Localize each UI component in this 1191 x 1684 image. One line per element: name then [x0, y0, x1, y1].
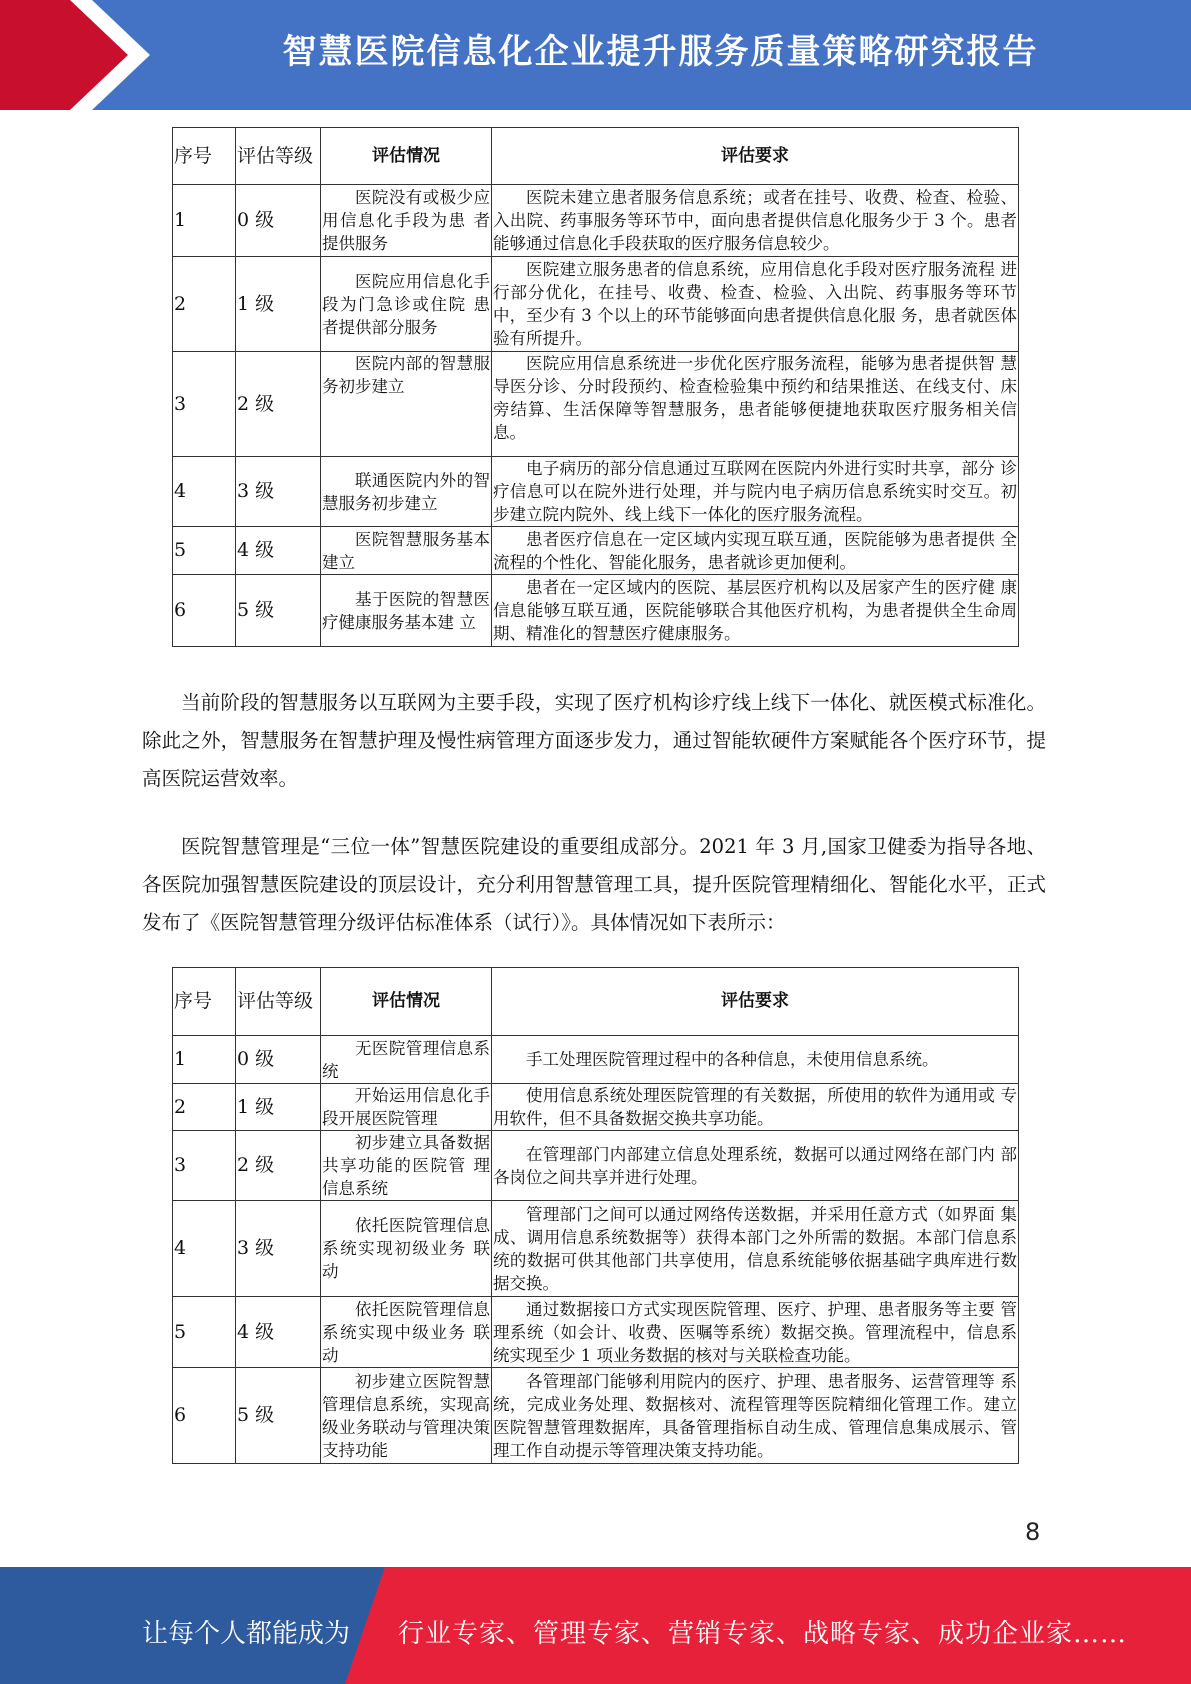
col-header-no: 序号 — [173, 128, 236, 185]
row-no: 3 — [173, 1131, 236, 1201]
row-status: 联通医院内外的智 慧服务初步建立 — [321, 457, 492, 527]
row-requirement: 通过数据接口方式实现医院管理、医疗、护理、患者服务等主要 管理系统（如会计、收费、医嘱等系统）数据交换。管理流程中，信息系统实现至少 1 项业务数据的核对与关联检查功能。 — [492, 1297, 1019, 1368]
table-row — [173, 457, 1019, 527]
row-no: 6 — [173, 1368, 236, 1464]
row-level: 5 级 — [236, 575, 321, 647]
row-level: 1 级 — [236, 257, 321, 352]
smart-service-grade-table — [172, 127, 1019, 647]
row-status: 依托医院管理信息 系统实现初级业务 联动 — [321, 1201, 492, 1297]
row-requirement: 医院建立服务患者的信息系统，应用信息化手段对医疗服务流程 进行部分优化，在挂号、收费、检查、检验、入出院、药事服务等环节中，至少有 3 个以上的环节能够面向患者提供信息化服 务，患者就医体验有所提升。 — [492, 257, 1019, 352]
table-row — [173, 185, 1019, 257]
col-header-status: 评估情况 — [321, 968, 492, 1036]
page-header — [0, 0, 1191, 110]
footer-slogan-right: 行业专家、管理专家、营销专家、战略专家、成功企业家…… — [398, 1619, 1128, 1649]
row-no: 5 — [173, 1297, 236, 1368]
row-no: 3 — [173, 352, 236, 457]
page-number: 8 — [1025, 1518, 1041, 1546]
col-header-level: 评估等级 — [236, 968, 321, 1036]
row-no: 2 — [173, 257, 236, 352]
row-no: 5 — [173, 527, 236, 575]
table-row — [173, 1036, 1019, 1084]
table-row — [173, 352, 1019, 457]
body-paragraph-2: 医院智慧管理是“三位一体”智慧医院建设的重要组成部分。2021 年 3 月,国家卫健委为指导各地、各医院加强智慧医院建设的顶层设计，充分利用智慧管理工具，提升医院管理精细化、智能化水平，正式发布了《医院智慧管理分级评估标准体系（试行）》。具体情况如下表所示： — [142, 835, 1046, 934]
row-no: 1 — [173, 1036, 236, 1084]
row-level: 0 级 — [236, 1036, 321, 1084]
row-requirement: 患者医疗信息在一定区域内实现互联互通，医院能够为患者提供 全流程的个性化、智能化服务，患者就诊更加便利。 — [492, 527, 1019, 575]
row-no: 2 — [173, 1084, 236, 1131]
row-level: 3 级 — [236, 1201, 321, 1297]
table-header-row — [173, 128, 1019, 185]
row-level: 4 级 — [236, 527, 321, 575]
row-status: 医院应用信息化手 段为门急诊或住院 患者提供部分服务 — [321, 257, 492, 352]
row-status: 医院没有或极少应 用信息化手段为患 者提供服务 — [321, 185, 492, 257]
row-requirement: 患者在一定区域内的医院、基层医疗机构以及居家产生的医疗健 康信息能够互联互通，医院能够联合其他医疗机构，为患者提供全生命周期、精准化的智慧医疗健康服务。 — [492, 575, 1019, 647]
row-requirement: 医院未建立患者服务信息系统；或者在挂号、收费、检查、检验、入出院、药事服务等环节中，面向患者提供信息化服务少于 3 个。患者能够通过信息化手段获取的医疗服务信息较少。 — [492, 185, 1019, 257]
row-no: 4 — [173, 1201, 236, 1297]
table-row — [173, 575, 1019, 647]
table-row — [173, 257, 1019, 352]
row-no: 6 — [173, 575, 236, 647]
row-level: 1 级 — [236, 1084, 321, 1131]
row-status: 医院智慧服务基本 建立 — [321, 527, 492, 575]
row-status: 无医院管理信息系 统 — [321, 1036, 492, 1084]
row-requirement: 在管理部门内部建立信息处理系统，数据可以通过网络在部门内 部各岗位之间共享并进行处理。 — [492, 1131, 1019, 1201]
row-level: 2 级 — [236, 1131, 321, 1201]
row-status: 初步建立具备数据 共享功能的医院管 理信息系统 — [321, 1131, 492, 1201]
header-chevron-decoration — [0, 0, 150, 110]
row-requirement: 手工处理医院管理过程中的各种信息，未使用信息系统。 — [492, 1036, 1019, 1084]
table-row — [173, 1368, 1019, 1464]
footer-slogan-left: 让每个人都能成为 — [142, 1619, 351, 1649]
row-requirement: 电子病历的部分信息通过互联网在医院内外进行实时共享，部分 诊疗信息可以在院外进行处理，并与院内电子病历信息系统实时交互。初步建立院内院外、线上线下一体化的医疗服务流程。 — [492, 457, 1019, 527]
row-no: 4 — [173, 457, 236, 527]
table-row — [173, 1297, 1019, 1368]
page-footer — [0, 1567, 1191, 1684]
body-paragraph-1: 当前阶段的智慧服务以互联网为主要手段，实现了医疗机构诊疗线上线下一体化、就医模式标准化。除此之外，智慧服务在智慧护理及慢性病管理方面逐步发力，通过智能软硬件方案赋能各个医疗环节，提高医院运营效率。 — [142, 691, 1046, 790]
row-status: 基于医院的智慧医 疗健康服务基本建 立 — [321, 575, 492, 647]
row-requirement: 使用信息系统处理医院管理的有关数据，所使用的软件为通用或 专用软件，但不具备数据交换共享功能。 — [492, 1084, 1019, 1131]
report-title: 智慧医院信息化企业提升服务质量策略研究报告 — [282, 32, 1039, 72]
table-row — [173, 1131, 1019, 1201]
table-row — [173, 527, 1019, 575]
row-requirement: 管理部门之间可以通过网络传送数据，并采用任意方式（如界面 集成、调用信息系统数据等）获得本部门之外所需的数据。本部门信息系统的数据可供其他部门共享使用，信息系统能够依据基础字典库进行数据交换。 — [492, 1201, 1019, 1297]
col-header-level: 评估等级 — [236, 128, 321, 185]
row-level: 0 级 — [236, 185, 321, 257]
col-header-status: 评估情况 — [321, 128, 492, 185]
row-level: 5 级 — [236, 1368, 321, 1464]
col-header-requirement: 评估要求 — [492, 968, 1019, 1036]
smart-management-grade-table — [172, 967, 1019, 1464]
row-status: 开始运用信息化手 段开展医院管理 — [321, 1084, 492, 1131]
table-row — [173, 1084, 1019, 1131]
row-requirement: 医院应用信息系统进一步优化医疗服务流程，能够为患者提供智 慧导医分诊、分时段预约、检查检验集中预约和结果推送、在线支付、床旁结算、生活保障等智慧服务，患者能够便捷地获取医疗服务相关信息。 — [492, 352, 1019, 457]
col-header-requirement: 评估要求 — [492, 128, 1019, 185]
row-requirement: 各管理部门能够利用院内的医疗、护理、患者服务、运营管理等 系统，完成业务处理、数据核对、流程管理等医院精细化管理工作。建立医院智慧管理数据库，具备管理指标自动生成、管理信息集成展示、管理工作自动提示等管理决策支持功能。 — [492, 1368, 1019, 1464]
row-no: 1 — [173, 185, 236, 257]
row-status: 初步建立医院智慧 管理信息系统，实现高级业务联动与管理决策支持功能 — [321, 1368, 492, 1464]
table-row — [173, 1201, 1019, 1297]
table-header-row — [173, 968, 1019, 1036]
row-level: 2 级 — [236, 352, 321, 457]
row-status: 医院内部的智慧服 务初步建立 — [321, 352, 492, 457]
row-level: 3 级 — [236, 457, 321, 527]
col-header-no: 序号 — [173, 968, 236, 1036]
row-level: 4 级 — [236, 1297, 321, 1368]
row-status: 依托医院管理信息 系统实现中级业务 联动 — [321, 1297, 492, 1368]
